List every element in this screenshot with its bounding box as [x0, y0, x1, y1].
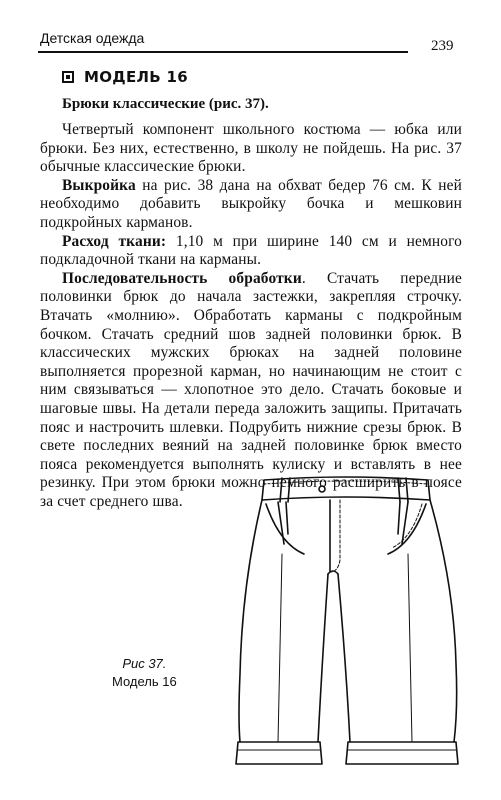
figure-ref: Рис 37.	[122, 656, 167, 671]
figure-label: Модель 16	[112, 674, 177, 689]
figure-caption	[112, 655, 177, 691]
trousers-illustration	[222, 474, 472, 794]
body-text	[40, 121, 462, 511]
paragraph: Четвертый компонент школьного костюма — юбка или брюки. Без них, естественно, в школу не пойдешь. На рис. 37 обычные классические брюки.	[40, 121, 462, 176]
running-head: Детская одежда	[40, 30, 145, 46]
header-rule	[38, 51, 408, 53]
square-bullet-icon	[62, 71, 74, 83]
paragraph: Последовательность обработки. Стачать передние половинки брюк до начала застежки, закрепляя строчку. Втачать «молнию». Обработать карманы с подкройным бочком. Стачать средний шов задней половинки брюк. В классических мужских брюках на задней половине выполняется прорезной карман, но начинающим не стоит с ним связываться — хлопотное это дело. Стачать боковые и шаговые швы. На детали переда заложить защипы. Притачать пояс и настрочить шлевки. Подрубить нижние срезы брюк. В свете последних веяний на задней половинке брюк вместо пояса рекомендуется выполнять кулиску и вставлять в нее резинку. При этом брюки можно немного расширить в поясе за счет среднего шва.	[40, 269, 462, 510]
model-heading	[62, 68, 188, 86]
paragraph: Расход ткани: 1,10 м при ширине 140 см и немного подкладочной ткани на карманы.	[40, 232, 463, 269]
page-number: 239	[431, 38, 454, 54]
paragraph: Выкройка на рис. 38 дана на обхват бедер 76 см. К ней необходимо добавить выкройку бочка и мешковин подкройных карманов.	[40, 176, 462, 231]
trousers-figure	[222, 474, 472, 794]
model-title: МОДЕЛЬ 16	[84, 68, 188, 86]
model-subtitle: Брюки классические (рис. 37).	[62, 96, 269, 112]
